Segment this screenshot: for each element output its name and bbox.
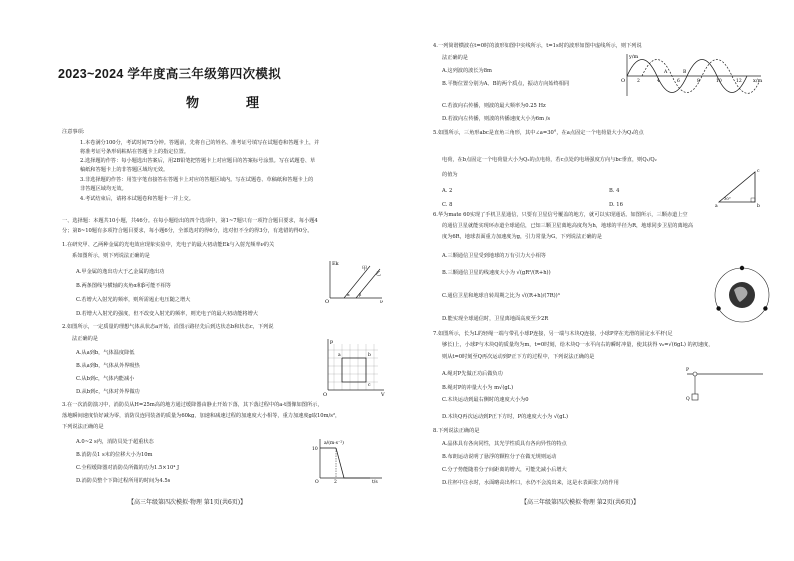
q7-option-a: A.绳对P先做正功后做负功	[442, 371, 503, 377]
q7-option-c: C.木块运动到最右侧时的速度大小为0	[442, 397, 529, 403]
q3-ylabel: a/(m·s⁻²)	[324, 441, 344, 446]
q7-stem: 则从t=0时刻至Q再次运动到P正下方的过程中，下列说法正确的是	[442, 354, 595, 360]
page-2	[397, 0, 794, 561]
exam-title: 2023~2024 学年度高三年级第四次模拟	[58, 67, 281, 81]
q6-option-d: D.能实现全球通信时，卫星离地面高度至少2R	[442, 316, 549, 322]
q5-option-d: D. 16	[609, 202, 623, 208]
q2-origin: O	[323, 392, 328, 398]
q5-option-a: A. 2	[442, 188, 453, 194]
q6-option-a: A.三颗通信卫星受到地球的万有引力大小相等	[442, 253, 546, 259]
q2-stem: 2.如图所示，一定质量的理想气体从状态a开始，沿图示路径先后到达状态b和状态c，下列说	[62, 324, 274, 330]
q4-option-d: D.若波向左传播，则波的传播速度大小为6m /s	[442, 116, 551, 122]
q4-option-b: B.平衡位置分别为A、B的两个质点，振动方向始终相同	[442, 81, 570, 87]
q2-point-c: c	[368, 383, 371, 388]
q8-option-d: D.往杯中注水时，水面略高出杯口，水仍不会流出来，这是水表面张力的作用	[442, 480, 619, 486]
q2-point-b: b	[368, 353, 371, 358]
section-intro: 分；第8~10题有多项符合题目要求，每小题6分，全部选对的得6分，选对但不全的得3分，有选错的得0分。	[62, 228, 313, 234]
q1-angle-a: α	[347, 292, 350, 297]
notes-heading: 注意事项:	[62, 129, 85, 135]
q7-option-d: D.木块Q再次运动到P正下方时，P的速度大小为 √(gL)	[442, 414, 568, 420]
q6-stem: 度为6R，地球表面重力加速度为g，引力常量为G，下列说法正确的是	[442, 234, 602, 240]
footer-left: 【高三年级第四次模拟·物理 第1页(共6页)】	[128, 499, 247, 506]
q8-option-c: C.分子势能随着分子间距离的增大，可能先减小后增大	[442, 467, 567, 473]
q2-point-a: a	[338, 353, 341, 358]
q3-x-tick: 2	[334, 480, 337, 484]
q2-option-b: B.从a到b，气体从外界吸热	[76, 363, 140, 369]
q1-xlabel: ν	[380, 299, 384, 304]
q7-option-b: B.绳对P的冲量大小为 m√(gL)	[442, 385, 514, 391]
q1-option-d: D.若增大入射光的强度，但不改变入射光的频率，则光电子的最大初动能将增大	[76, 311, 258, 317]
q3-figure	[310, 436, 386, 484]
note-line: 将准考证号条形码粘贴在答题卡上的指定位置。	[80, 149, 189, 155]
q5-option-b: B. 4	[609, 188, 620, 194]
q3-stem: 3.在一次消防演习中，消防员从H=25m高的地方通过缓降器由静止开始下落，其下落过程中的a-t图像如图所示，	[62, 402, 323, 408]
q8-option-b: B.布朗运动说明了悬浮的颗粒分子在做无规则运动	[442, 454, 557, 460]
q6-figure	[709, 262, 775, 328]
q5-stem: 的值为	[442, 172, 458, 178]
q4-tick: 8	[697, 79, 700, 84]
note-line: 1.本卷满分100分，考试时间75分钟。答题前，先将自己的姓名、准考证号填写在试题卷和答题卡上，并	[80, 140, 320, 146]
q5-figure	[715, 164, 763, 208]
q7-figure	[683, 366, 767, 406]
q4-tick: 4	[657, 79, 660, 84]
q2-option-c: C.从b到c，气体内能减小	[76, 376, 135, 382]
q1-stem: 系如图所示，则下列说法正确的是	[72, 253, 150, 259]
q8-option-a: A.晶体具有各向同性，其光学性质具有各向异性的特点	[442, 441, 567, 447]
q7-label-p: P	[686, 368, 690, 373]
q2-stem: 法正确的是	[72, 336, 98, 342]
footer-right: 【高三年级第四次模拟·物理 第2页(共6页)】	[521, 499, 640, 506]
q4-point-b: B	[683, 70, 687, 75]
q5-stem: 电荷，在b点固定一个电荷量大小为Q₂的点电荷，若c点处的电场强度方向与bc垂直，则Q₁/Q₂	[442, 157, 657, 163]
note-line: 3.非选择题的作答：用签字笔直接答在答题卡上对应的答题区域内。写在试题卷、草稿纸和答题卡上的	[80, 177, 314, 183]
q5-stem: 5.如图所示，三角形abc是直角三角形，其中∠a=30°，在a点固定一个电荷量大小为Q₁的点	[433, 130, 644, 136]
q1-option-a: A.甲金属的逸出功大于乙金属的逸出功	[76, 269, 165, 275]
q7-stem: 7.如图所示，长为L的轻绳一端与带孔小球P连接，另一端与木块Q连接，小球P穿在光滑的固定水平杆(足	[433, 331, 673, 337]
q3-stem: 下列说法正确的是	[62, 424, 104, 430]
q1-stem: 1.在研究甲、乙两种金属的光电效应现象实验中，光电子的最大初动能Ek与入射光频率ν的关	[62, 242, 275, 248]
q4-option-a: A.这列波的波长为8m	[442, 68, 492, 74]
q4-tick: 10	[716, 79, 722, 84]
q4-tick: 6	[677, 79, 680, 84]
q2-xlabel: V	[381, 392, 385, 398]
subject-char-1: 物	[186, 96, 200, 111]
q8-stem: 8.下列说法正确的是	[433, 428, 480, 434]
q3-option-d: D.消防员整个下降过程所用的时间为4.5s	[76, 478, 171, 484]
q6-stem: 6.华为mate 60实现了手机卫星通信，只要有卫星信号覆盖的地方，就可以实现通话。如图所示，三颗赤道上空	[433, 212, 688, 218]
q6-option-b: B.三颗通信卫星的线速度大小为 √(gR²/(R+h))	[442, 270, 551, 276]
q5-vertex-b: b	[757, 204, 760, 208]
q4-stem: 4.一列简谐横波在t=0时的波形如图中实线所示，t=1s时的波形如图中虚线所示，则下列说	[433, 43, 642, 49]
q5-vertex-c: c	[757, 169, 760, 174]
q4-tick: 12	[736, 79, 742, 84]
q7-stem: 够长)上，小球P与木块Q的质量均为m，t=0时刻，给木块Q一水平向右的瞬时冲量，使其获得 v₀=√(6gL) 的初速度，	[442, 342, 714, 348]
q1-option-b: B.两条图线与横轴的夹角α和β可能不相等	[76, 283, 171, 289]
q5-vertex-a: a	[715, 204, 718, 208]
q1-option-c: C.若增大入射光的频率，则所需遏止电压随之增大	[76, 297, 191, 303]
q4-point-a: A	[664, 70, 668, 75]
q3-stem: 落地瞬间速度恰好减为零，消防员连同装备的质量为60kg，加速和减速过程的加速度大小相等，重力加速度g取10m/s²，	[62, 413, 341, 419]
q3-y10: 10	[312, 447, 318, 452]
q7-label-q: Q	[686, 397, 690, 402]
q4-xlabel: x/m	[753, 78, 763, 84]
q3-option-b: B.消防员1 s末的位移大小为10m	[76, 452, 153, 458]
q4-ylabel: y/m	[629, 54, 639, 60]
q5-option-c: C. 8	[442, 202, 453, 208]
q3-option-a: A.0~2 s内，消防员处于超重状态	[76, 439, 154, 445]
q1-line2-label: 乙	[376, 271, 382, 277]
q4-tick: 2	[637, 79, 640, 84]
q4-origin: O	[621, 78, 626, 84]
q4-stem: 法正确的是	[442, 55, 468, 61]
q2-figure	[322, 336, 388, 398]
q2-ylabel: p	[330, 339, 334, 345]
q1-origin: O	[325, 299, 330, 304]
q4-figure	[619, 52, 767, 98]
q1-ylabel: Ek	[332, 261, 339, 267]
q2-option-a: A.从a到b，气体温度降低	[76, 350, 135, 356]
q2-option-d: D.从b到c，气体对外界做功	[76, 389, 140, 395]
q1-angle-b: β	[359, 292, 362, 297]
note-line: 非答题区域均无效。	[80, 186, 127, 192]
note-line: 稿纸和答题卡上的非答题区域均无效。	[80, 167, 169, 173]
q1-figure	[322, 258, 386, 304]
q4-option-c: C.若波向右传播，则波的最大频率为0.25 Hz	[442, 103, 546, 109]
q3-option-c: C.全程缓降器对消防员所做的功为1.5×10⁴ J	[76, 465, 180, 471]
q6-stem: 的通信卫星就能实现环赤道全球通信，已知三颗卫星离地高度均为h，地球的半径为R，地球同步卫星的离地高	[442, 223, 694, 229]
section-intro: 一、选择题：本题共10小题，共46分。在每小题给出的四个选项中，第1~7题只有一项符合题目要求，每小题4	[62, 218, 318, 224]
q3-origin: O	[315, 480, 319, 484]
q6-option-c: C.通信卫星和地球自转周期之比为 √((R+h)/(7R))³	[442, 293, 560, 299]
note-line: 2.选择题的作答：每小题选出答案后，用2B铅笔把答题卡上对应题目的答案标号涂黑。写在试题卷、草	[80, 158, 316, 164]
q5-angle: 30°	[724, 196, 731, 201]
q1-line1-label: 甲	[362, 266, 368, 272]
q3-xlabel: t/s	[372, 480, 378, 484]
note-line: 4.考试结束后，请将本试题卷和答题卡一并上交。	[80, 196, 194, 202]
subject-char-2: 理	[246, 96, 260, 111]
